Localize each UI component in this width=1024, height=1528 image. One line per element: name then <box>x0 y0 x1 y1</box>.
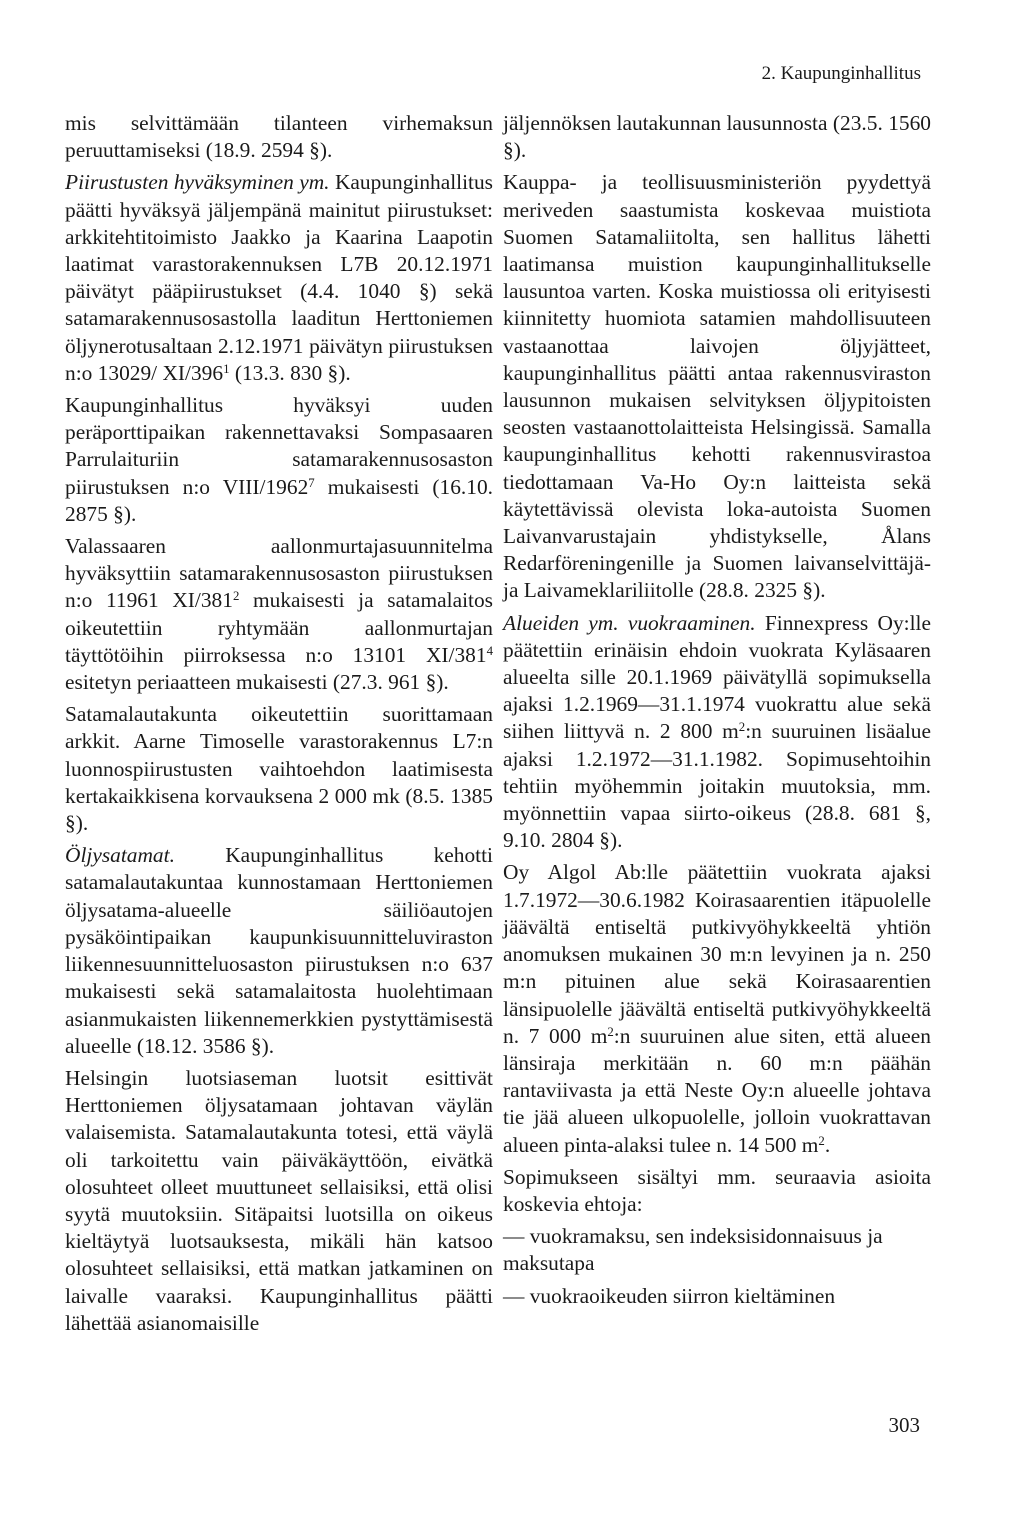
running-header: 2. Kaupunginhallitus <box>761 63 921 84</box>
right-column <box>503 110 931 1315</box>
paragraph-text: Valassaaren aallonmurtajasuunnitelma hyväksyttiin satamarakennusosaston piirustuksen n:o 11961 XI/381 <box>65 534 493 613</box>
superscript: 2 <box>738 720 746 735</box>
paragraph-text: mukaisesti (16.10. 2875 §). <box>65 474 493 526</box>
paragraph-text: Satamalautakunta oikeutettiin suorittamaan arkkit. Aarne Timoselle varastorakennus L7:n luonnospiirustusten vaihtoehdon laatimisesta kertakaikkisena korvauksena 2 000 mk (8.5. 1385 §). <box>65 702 493 836</box>
paragraph <box>65 110 493 164</box>
paragraph <box>503 1164 931 1218</box>
section-heading: Alueiden ym. vuokraaminen. <box>503 610 756 635</box>
paragraph-text: Oy Algol Ab:lle päätettiin vuokrata ajaksi 1.7.1972—30.6.1982 Koirasaarentien itäpuolelle jäävältä entiseltä putkivyöhykkeeltä yhtiön anomuksen mukainen 30 m:n levyinen ja n. 250 m:n pituinen alue sekä Koirasaarentien länsipuolelle jäävältä entiseltä putkivyöhykkeeltä n. 7 000 m <box>503 860 931 1048</box>
paragraph-text: Kauppa- ja teollisuusministeriön pyydettyä meriveden saastumista koskevaa muistiota Suomen Satamaliitolta, sen hallitus lähetti laatimansa muistion kaupunginhallitukselle lausuntoa varten. Koska muistiossa oli erityisesti kiinnitetty huomiota satamien mahdollisuuteen vastaanottaa laivojen öljyjätteet, kaupunginhallitus päätti antaa rakennusviraston lausunnon mukaisen selvityksen öljypitoisten seosten vastaanottolaitteista Helsingissä. Samalla kaupunginhallitus kehotti rakennusvirastoa tiedottamaan Va-Ho Oy:n laitteista sekä käytettävissä olevista loka-autoista Suomen Laivanvarustajain yhdistykselle, Ålans Redarföreningenille ja Suomen laivanselvittäjä- ja Laivameklariliitolle (28.8. 2325 §). <box>503 170 931 603</box>
paragraph-text: Kaupunginhallitus kehotti satamalautakuntaa kunnostamaan Herttoniemen öljysatama-alueelle säiliöautojen pysäköintipaikan kaupunkisuunnitteluviraston liikennesuunnitteluosaston piirustuksen n:o 637 mukaisesti sekä satamalaitosta huolehtimaan asianmukaisten liikennemerkkien pystyttämisestä alueelle (18.12. 3586 §). <box>65 843 493 1058</box>
paragraph-text: . <box>824 1132 831 1157</box>
paragraph <box>65 1065 493 1337</box>
paragraph <box>65 392 493 528</box>
section-heading: Öljysatamat. <box>65 843 175 868</box>
paragraph <box>65 169 493 387</box>
paragraph <box>503 110 931 164</box>
list-item: — vuokramaksu, sen indeksisidonnaisuus ja maksutapa <box>503 1224 883 1276</box>
paragraph-text: :n suuruinen alue siten, että alueen länsiraja merkitään n. 60 m:n päähän rantaviivasta ja että Neste Oy:n alueelle johtava tie jää alueen ulkopuolelle, jolloin vuokrattavan alueen pinta-alaksi tulee n. 14 500 m <box>503 1023 931 1157</box>
paragraph-text: Finnexpress Oy:lle päätettiin erinäisin ehdoin vuokrata Kyläsaaren alueelta sille 20.1.1969 päivätyllä sopimuksella ajaksi 1.2.1969—31.1.1974 vuokrattu alue sekä siihen liittyvä n. 2 800 m <box>503 610 931 744</box>
paragraph <box>65 533 493 696</box>
paragraph <box>503 859 931 1158</box>
paragraph-text: Helsingin luotsiaseman luotsit esittivät Herttoniemen öljysatamaan johtavan väylän valaisemista. Satamalautakunta totesi, että väylä oli tarkoitettu vain päiväkäyttöön, eivätkä olosuhteet olleet muuttuneet sellaisiksi, että olisi syytä muutoksiin. Sitäpaitsi luotsilla on oikeus kieltäytyä luotsauksesta, mikäli hän katsoo olosuhteet sellaisiksi, että matkan jatkaminen on laivalle vaaraksi. Kaupunginhallitus päätti lähettää asianomaisille <box>65 1065 493 1335</box>
superscript: 4 <box>486 643 493 658</box>
paragraph <box>503 610 931 855</box>
superscript: 2 <box>232 589 240 604</box>
superscript: 1 <box>223 361 230 376</box>
paragraph-text: (13.3. 830 §). <box>229 360 351 385</box>
paragraph-text: Kaupunginhallitus päätti hyväksyä jäljempänä mainitut piirustukset: arkkitehtitoimisto Jaakko ja Kaarina Laapotin laatimat varastorakennuksen L7B 20.12.1971 päivätyt pääpiirustukset (4.4. 1040 §) sekä satamarakennusosastolla laaditun Herttoniemen öljynerotusaltaan 2.12.1971 päivätyn piirustuksen n:o 13029/ XI/396 <box>65 170 494 385</box>
left-column <box>65 110 493 1342</box>
paragraph-text: :n suuruinen lisäalue ajaksi 1.2.1972—31.1.1982. Sopimusehtoihin tehtiin myöhemmin joitakin muutoksia, mm. myönnettiin vapaa siirto-oikeus (28.8. 681 §, 9.10. 2804 §). <box>503 719 931 853</box>
paragraph <box>65 842 493 1060</box>
superscript: 7 <box>308 475 315 490</box>
paragraph-text: esitetyn periaatteen mukaisesti (27.3. 961 §). <box>65 670 449 695</box>
paragraph-text: Sopimukseen sisältyi mm. seuraavia asioita koskevia ehtoja: <box>503 1164 931 1216</box>
list-item: — vuokraoikeuden siirron kieltäminen <box>503 1283 836 1308</box>
superscript: 2 <box>607 1024 614 1039</box>
paragraph-text: mukaisesti ja satamalaitos oikeutettiin ryhtymään aallonmurtajan täyttötöihin piirroksessa n:o 13101 XI/381 <box>65 588 493 667</box>
page-number: 303 <box>888 1413 920 1437</box>
paragraph-text: jäljennöksen lautakunnan lausunnosta (23.5. 1560 §). <box>503 111 931 163</box>
superscript: 2 <box>818 1133 825 1148</box>
paragraph-text: Kaupunginhallitus hyväksyi uuden peräporttipaikan rakennettavaksi Sompasaaren Parrulaituriin satamarakennusosaston piirustuksen n:o VIII/1962 <box>65 393 493 499</box>
paragraph <box>503 169 931 604</box>
paragraph-text: mis selvittämään tilanteen virhemaksun peruuttamiseksi (18.9. 2594 §). <box>65 111 493 163</box>
section-heading: Piirustusten hyväksyminen ym. <box>65 170 330 195</box>
paragraph <box>65 701 493 837</box>
